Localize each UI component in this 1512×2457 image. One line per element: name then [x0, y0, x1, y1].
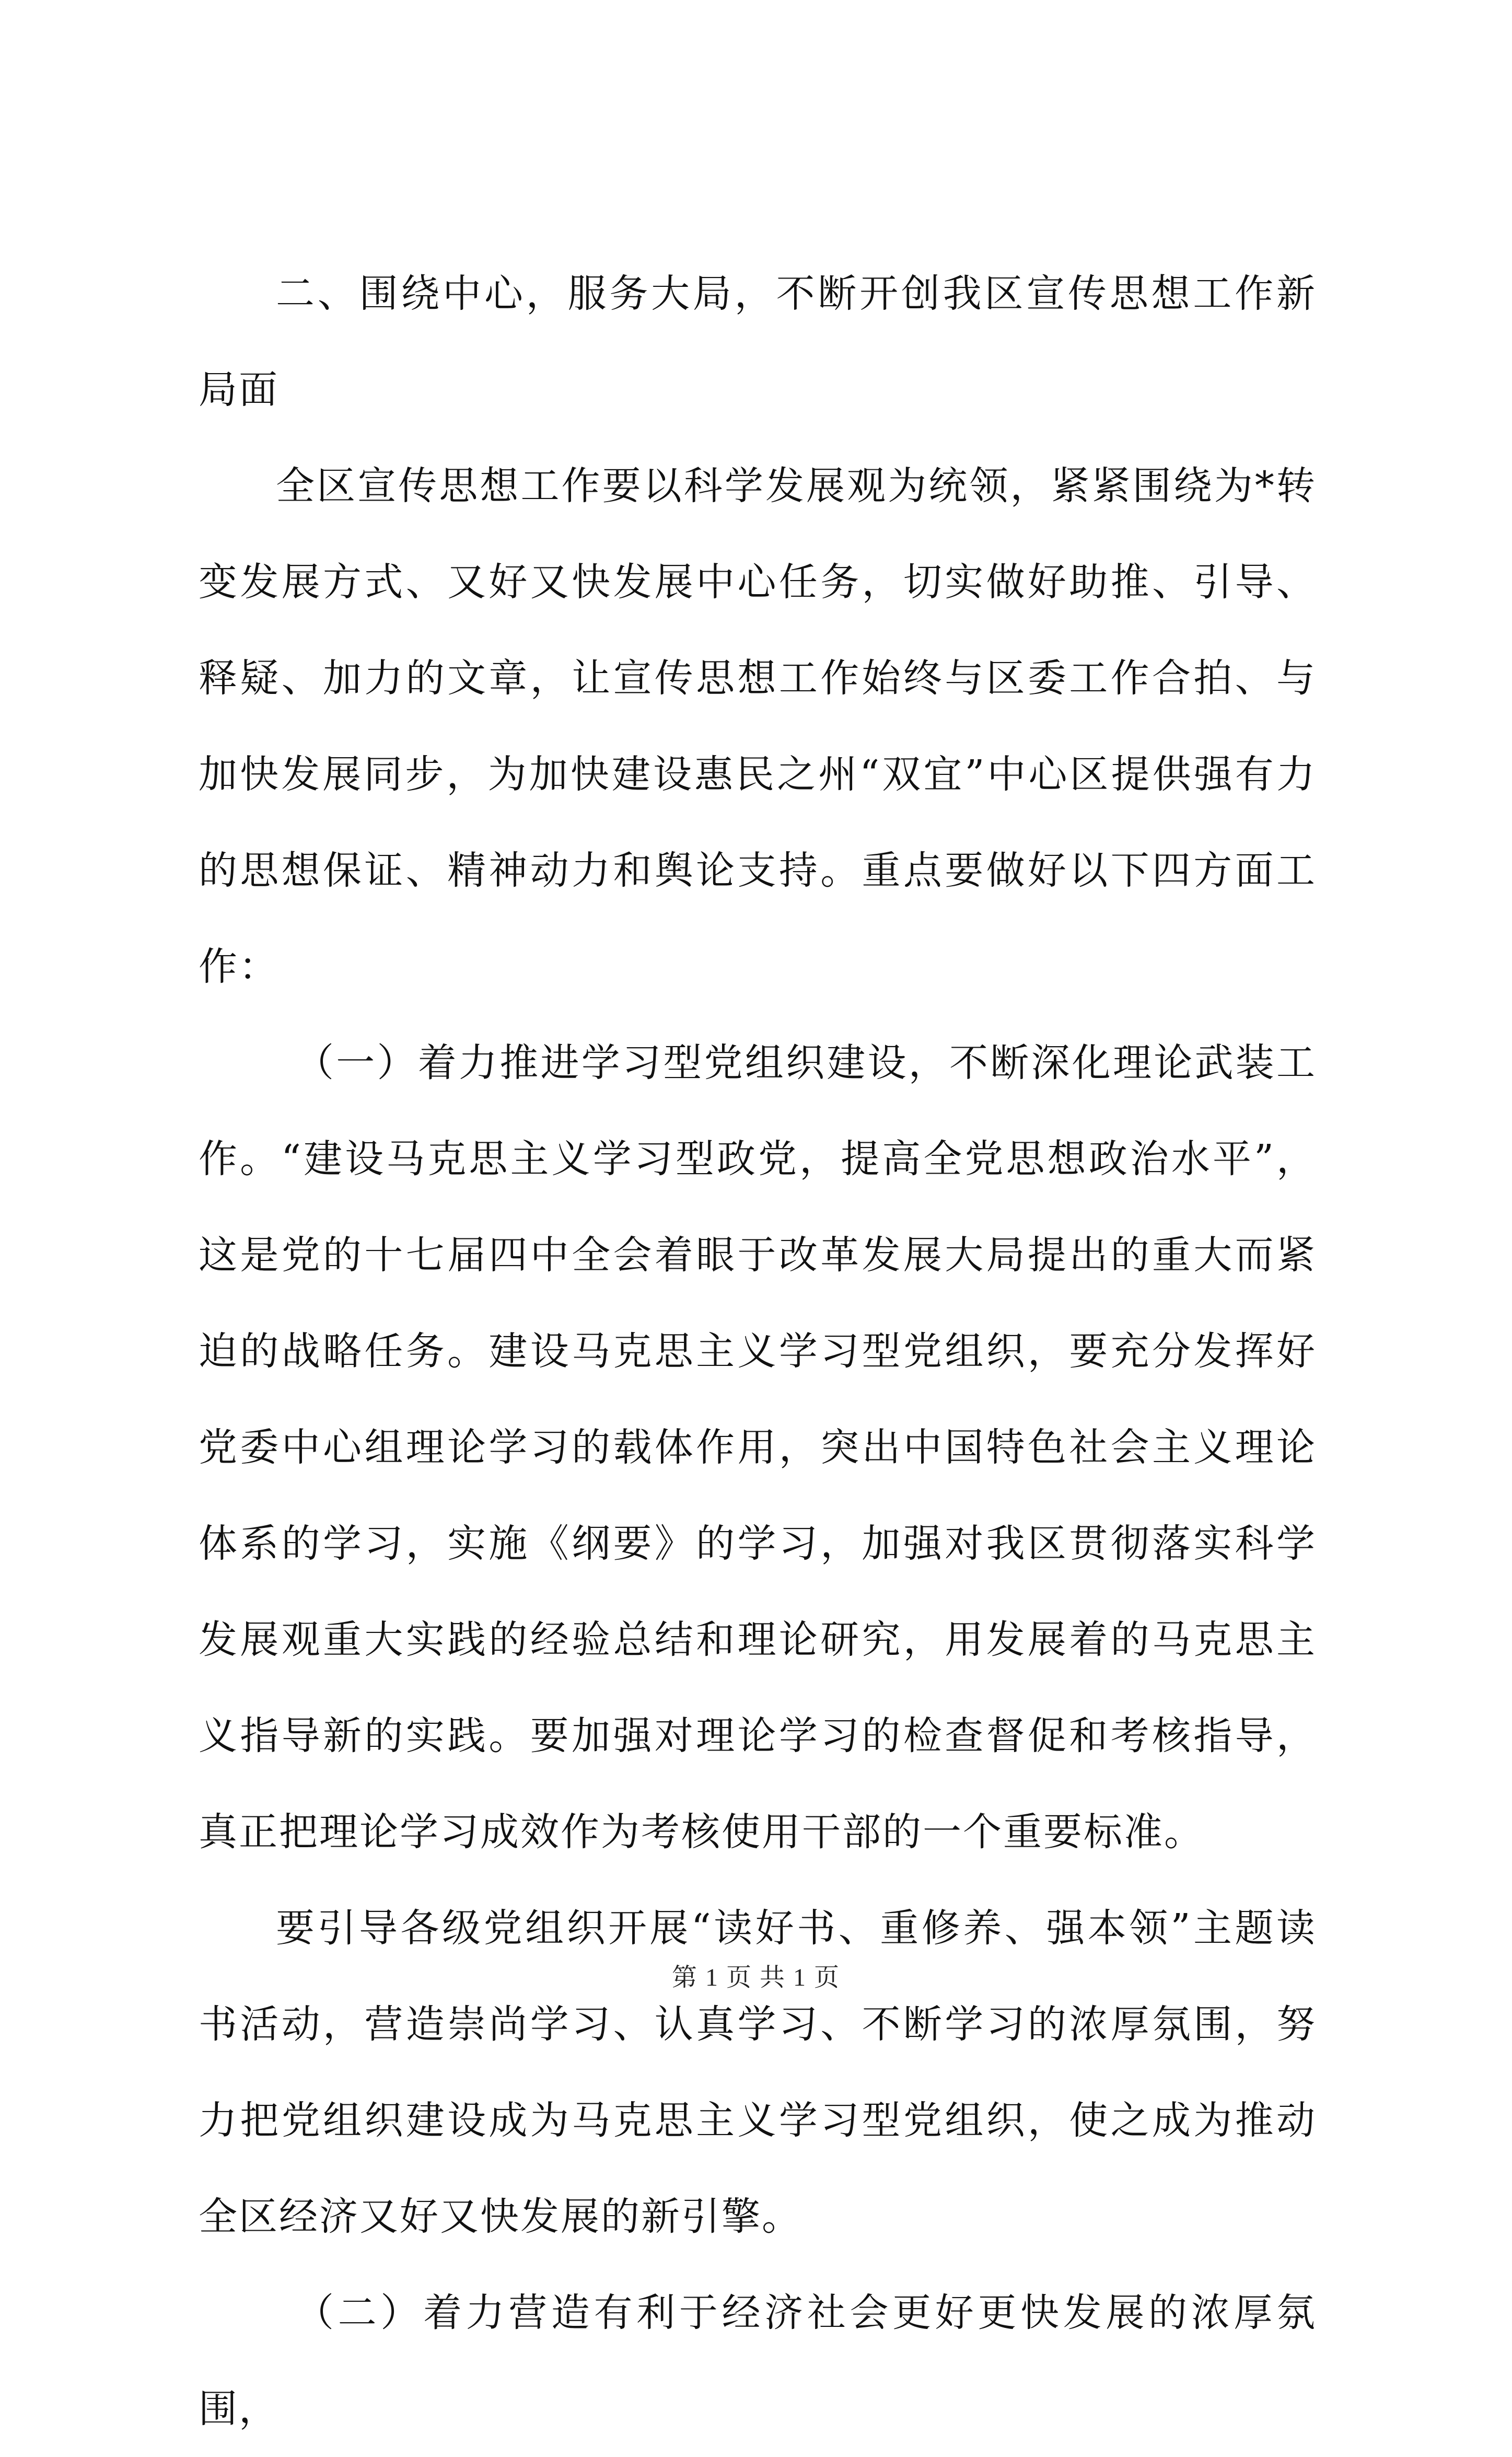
page-footer: 第 1 页 共 1 页	[671, 1964, 840, 1991]
paragraph-item-one: （一）着力推进学习型党组织建设，不断深化理论武装工作。“建设马克思主义学习型政党，提高全党思想政治水平”，这是党的十七届四中全会着眼于改革发展大局提出的重大而紧迫的战略任务。建设马克思主义学习型党组织，要充分发挥好党委中心组理论学习的载体作用，突出中国特色社会主义理论体系的学习，实施《纲要》的学习，加强对我区贯彻落实科学发展观重大实践的经验总结和理论研究，用发展着的马克思主义指导新的实践。要加强对理论学习的检查督促和考核指导，真正把理论学习成效作为考核使用干部的一个重要标准。	[199, 1040, 1317, 1855]
paragraph-reading-activity: 要引导各级党组织开展“读好书、重修养、强本领”主题读书活动，营造崇尚学习、认真学习、不断学习的浓厚氛围，努力把党组织建设成为马克思主义学习型党组织，使之成为推动全区经济又好又快发展的新引擎。	[199, 1906, 1317, 2239]
document-body	[199, 246, 1317, 2457]
section-heading: 二、围绕中心，服务大局，不断开创我区宣传思想工作新局面	[199, 271, 1317, 412]
paragraph-item-two: （二）着力营造有利于经济社会更好更快发展的浓厚氛围，	[199, 2290, 1317, 2431]
paragraph-intro: 全区宣传思想工作要以科学发展观为统领，紧紧围绕为*转变发展方式、又好又快发展中心任务，切实做好助推、引导、释疑、加力的文章，让宣传思想工作始终与区委工作合拍、与加快发展同步，为加快建设惠民之州“双宜”中心区提供强有力的思想保证、精神动力和舆论支持。重点要做好以下四方面工作：	[199, 463, 1317, 989]
